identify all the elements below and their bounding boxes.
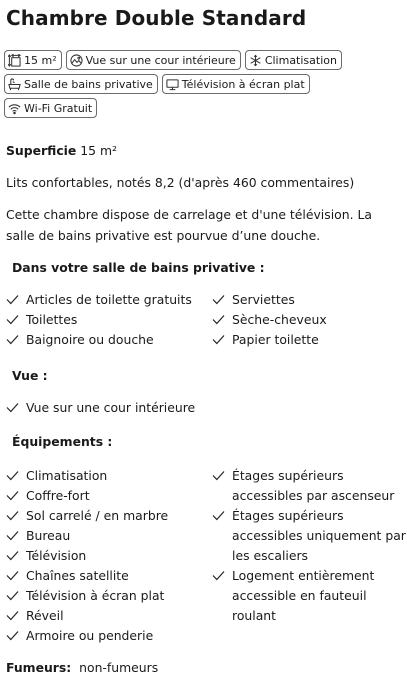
checkmark-icon bbox=[212, 570, 225, 581]
amenity-label: Réveil bbox=[26, 608, 64, 623]
amenity-label: Bureau bbox=[26, 528, 71, 543]
amenity-label: accessibles uniquement par bbox=[232, 528, 406, 543]
bathroom-list-left bbox=[6, 290, 192, 350]
checkmark-icon bbox=[6, 610, 19, 621]
amenity-label: Logement entièrement bbox=[232, 568, 375, 583]
smoking-value: non-fumeurs bbox=[79, 660, 159, 675]
checkmark-icon bbox=[6, 490, 19, 501]
size-value: 15 m² bbox=[80, 143, 118, 158]
room-size-icon bbox=[8, 54, 21, 67]
facility-badges bbox=[4, 50, 404, 122]
amenity-label: Papier toilette bbox=[232, 332, 319, 347]
amenity-item bbox=[6, 566, 168, 586]
checkmark-icon bbox=[212, 314, 225, 325]
room-size-line bbox=[6, 141, 117, 161]
amenity-item bbox=[6, 330, 192, 350]
room-title: Chambre Double Standard bbox=[6, 6, 307, 30]
amenity-item bbox=[6, 290, 192, 310]
amenity-item bbox=[6, 546, 168, 566]
amenity-item bbox=[212, 566, 406, 626]
amenity-item bbox=[212, 466, 406, 506]
checkmark-icon bbox=[212, 334, 225, 345]
amenity-label: Climatisation bbox=[26, 468, 108, 483]
equipment-list-left bbox=[6, 466, 168, 646]
badge-label: Salle de bains privative bbox=[24, 77, 153, 91]
badge-free-wifi bbox=[4, 98, 97, 118]
smoking-label: Fumeurs: bbox=[6, 660, 72, 675]
amenity-label: roulant bbox=[232, 608, 277, 623]
amenity-item bbox=[6, 606, 168, 626]
badge-flat-screen-tv bbox=[162, 74, 310, 94]
room-description: Cette chambre dispose de carrelage et d'une télévision. La salle de bains privative est pourvue d’une douche. bbox=[6, 207, 372, 243]
checkmark-icon bbox=[6, 402, 19, 413]
badge-private-bathroom bbox=[4, 74, 158, 94]
badge-courtyard-view bbox=[66, 50, 241, 70]
smoking-policy bbox=[6, 660, 158, 675]
amenity-item bbox=[6, 506, 168, 526]
amenity-label: accessible en fauteuil bbox=[232, 588, 367, 603]
amenity-item bbox=[6, 466, 168, 486]
badge-room-size bbox=[4, 50, 62, 70]
checkmark-icon bbox=[6, 570, 19, 581]
amenity-label: Sol carrelé / en marbre bbox=[26, 508, 169, 523]
bathroom-list-right bbox=[212, 290, 327, 350]
amenity-label: Étages supérieurs bbox=[232, 468, 344, 483]
checkmark-icon bbox=[212, 510, 225, 521]
amenity-label: Articles de toilette gratuits bbox=[26, 292, 192, 307]
checkmark-icon bbox=[6, 550, 19, 561]
badge-label: Télévision à écran plat bbox=[181, 77, 305, 91]
amenity-item bbox=[6, 310, 192, 330]
tv-icon bbox=[166, 78, 179, 91]
beds-rating-line: Lits confortables, notés 8,2 (d'après 460 commentaires) bbox=[6, 175, 355, 190]
amenity-label: Serviettes bbox=[232, 292, 295, 307]
badge-air-conditioning bbox=[245, 50, 342, 70]
amenity-item bbox=[6, 398, 195, 418]
amenity-item bbox=[6, 526, 168, 546]
equipment-heading: Équipements : bbox=[12, 434, 113, 449]
amenity-label: Télévision à écran plat bbox=[26, 588, 165, 603]
amenity-label: Baignoire ou douche bbox=[26, 332, 154, 347]
amenity-item bbox=[6, 626, 168, 646]
amenity-label: les escaliers bbox=[232, 548, 309, 563]
bathtub-icon bbox=[8, 78, 21, 91]
amenity-label: Télévision bbox=[26, 548, 87, 563]
size-label: Superficie bbox=[6, 143, 77, 158]
checkmark-icon bbox=[212, 294, 225, 305]
checkmark-icon bbox=[6, 590, 19, 601]
amenity-label: Chaînes satellite bbox=[26, 568, 129, 583]
badge-label: 15 m² bbox=[24, 53, 57, 67]
view-list bbox=[6, 398, 195, 418]
checkmark-icon bbox=[6, 334, 19, 345]
amenity-item bbox=[212, 290, 327, 310]
badge-label: Wi-Fi Gratuit bbox=[24, 101, 93, 115]
amenity-label: Armoire ou penderie bbox=[26, 628, 154, 643]
amenity-item bbox=[212, 506, 406, 566]
checkmark-icon bbox=[6, 510, 19, 521]
badge-label: Vue sur une cour intérieure bbox=[85, 53, 236, 67]
checkmark-icon bbox=[6, 314, 19, 325]
landscape-view-icon bbox=[70, 54, 83, 67]
amenity-item bbox=[212, 310, 327, 330]
amenity-label: Coffre-fort bbox=[26, 488, 90, 503]
checkmark-icon bbox=[6, 530, 19, 541]
amenity-label: Vue sur une cour intérieure bbox=[26, 400, 196, 415]
checkmark-icon bbox=[6, 470, 19, 481]
amenity-item bbox=[212, 330, 327, 350]
snowflake-icon bbox=[249, 54, 262, 67]
badge-label: Climatisation bbox=[264, 53, 337, 67]
amenity-label: Sèche-cheveux bbox=[232, 312, 327, 327]
amenity-label: Étages supérieurs bbox=[232, 508, 344, 523]
amenity-item bbox=[6, 586, 168, 606]
amenity-item bbox=[6, 486, 168, 506]
equipment-list-right bbox=[212, 466, 406, 626]
checkmark-icon bbox=[212, 470, 225, 481]
checkmark-icon bbox=[6, 294, 19, 305]
amenity-label: accessibles par ascenseur bbox=[232, 488, 395, 503]
wifi-icon bbox=[8, 102, 21, 115]
amenity-label: Toilettes bbox=[26, 312, 78, 327]
view-heading: Vue : bbox=[12, 368, 48, 383]
checkmark-icon bbox=[6, 630, 19, 641]
bathroom-heading: Dans votre salle de bains privative : bbox=[12, 260, 265, 275]
